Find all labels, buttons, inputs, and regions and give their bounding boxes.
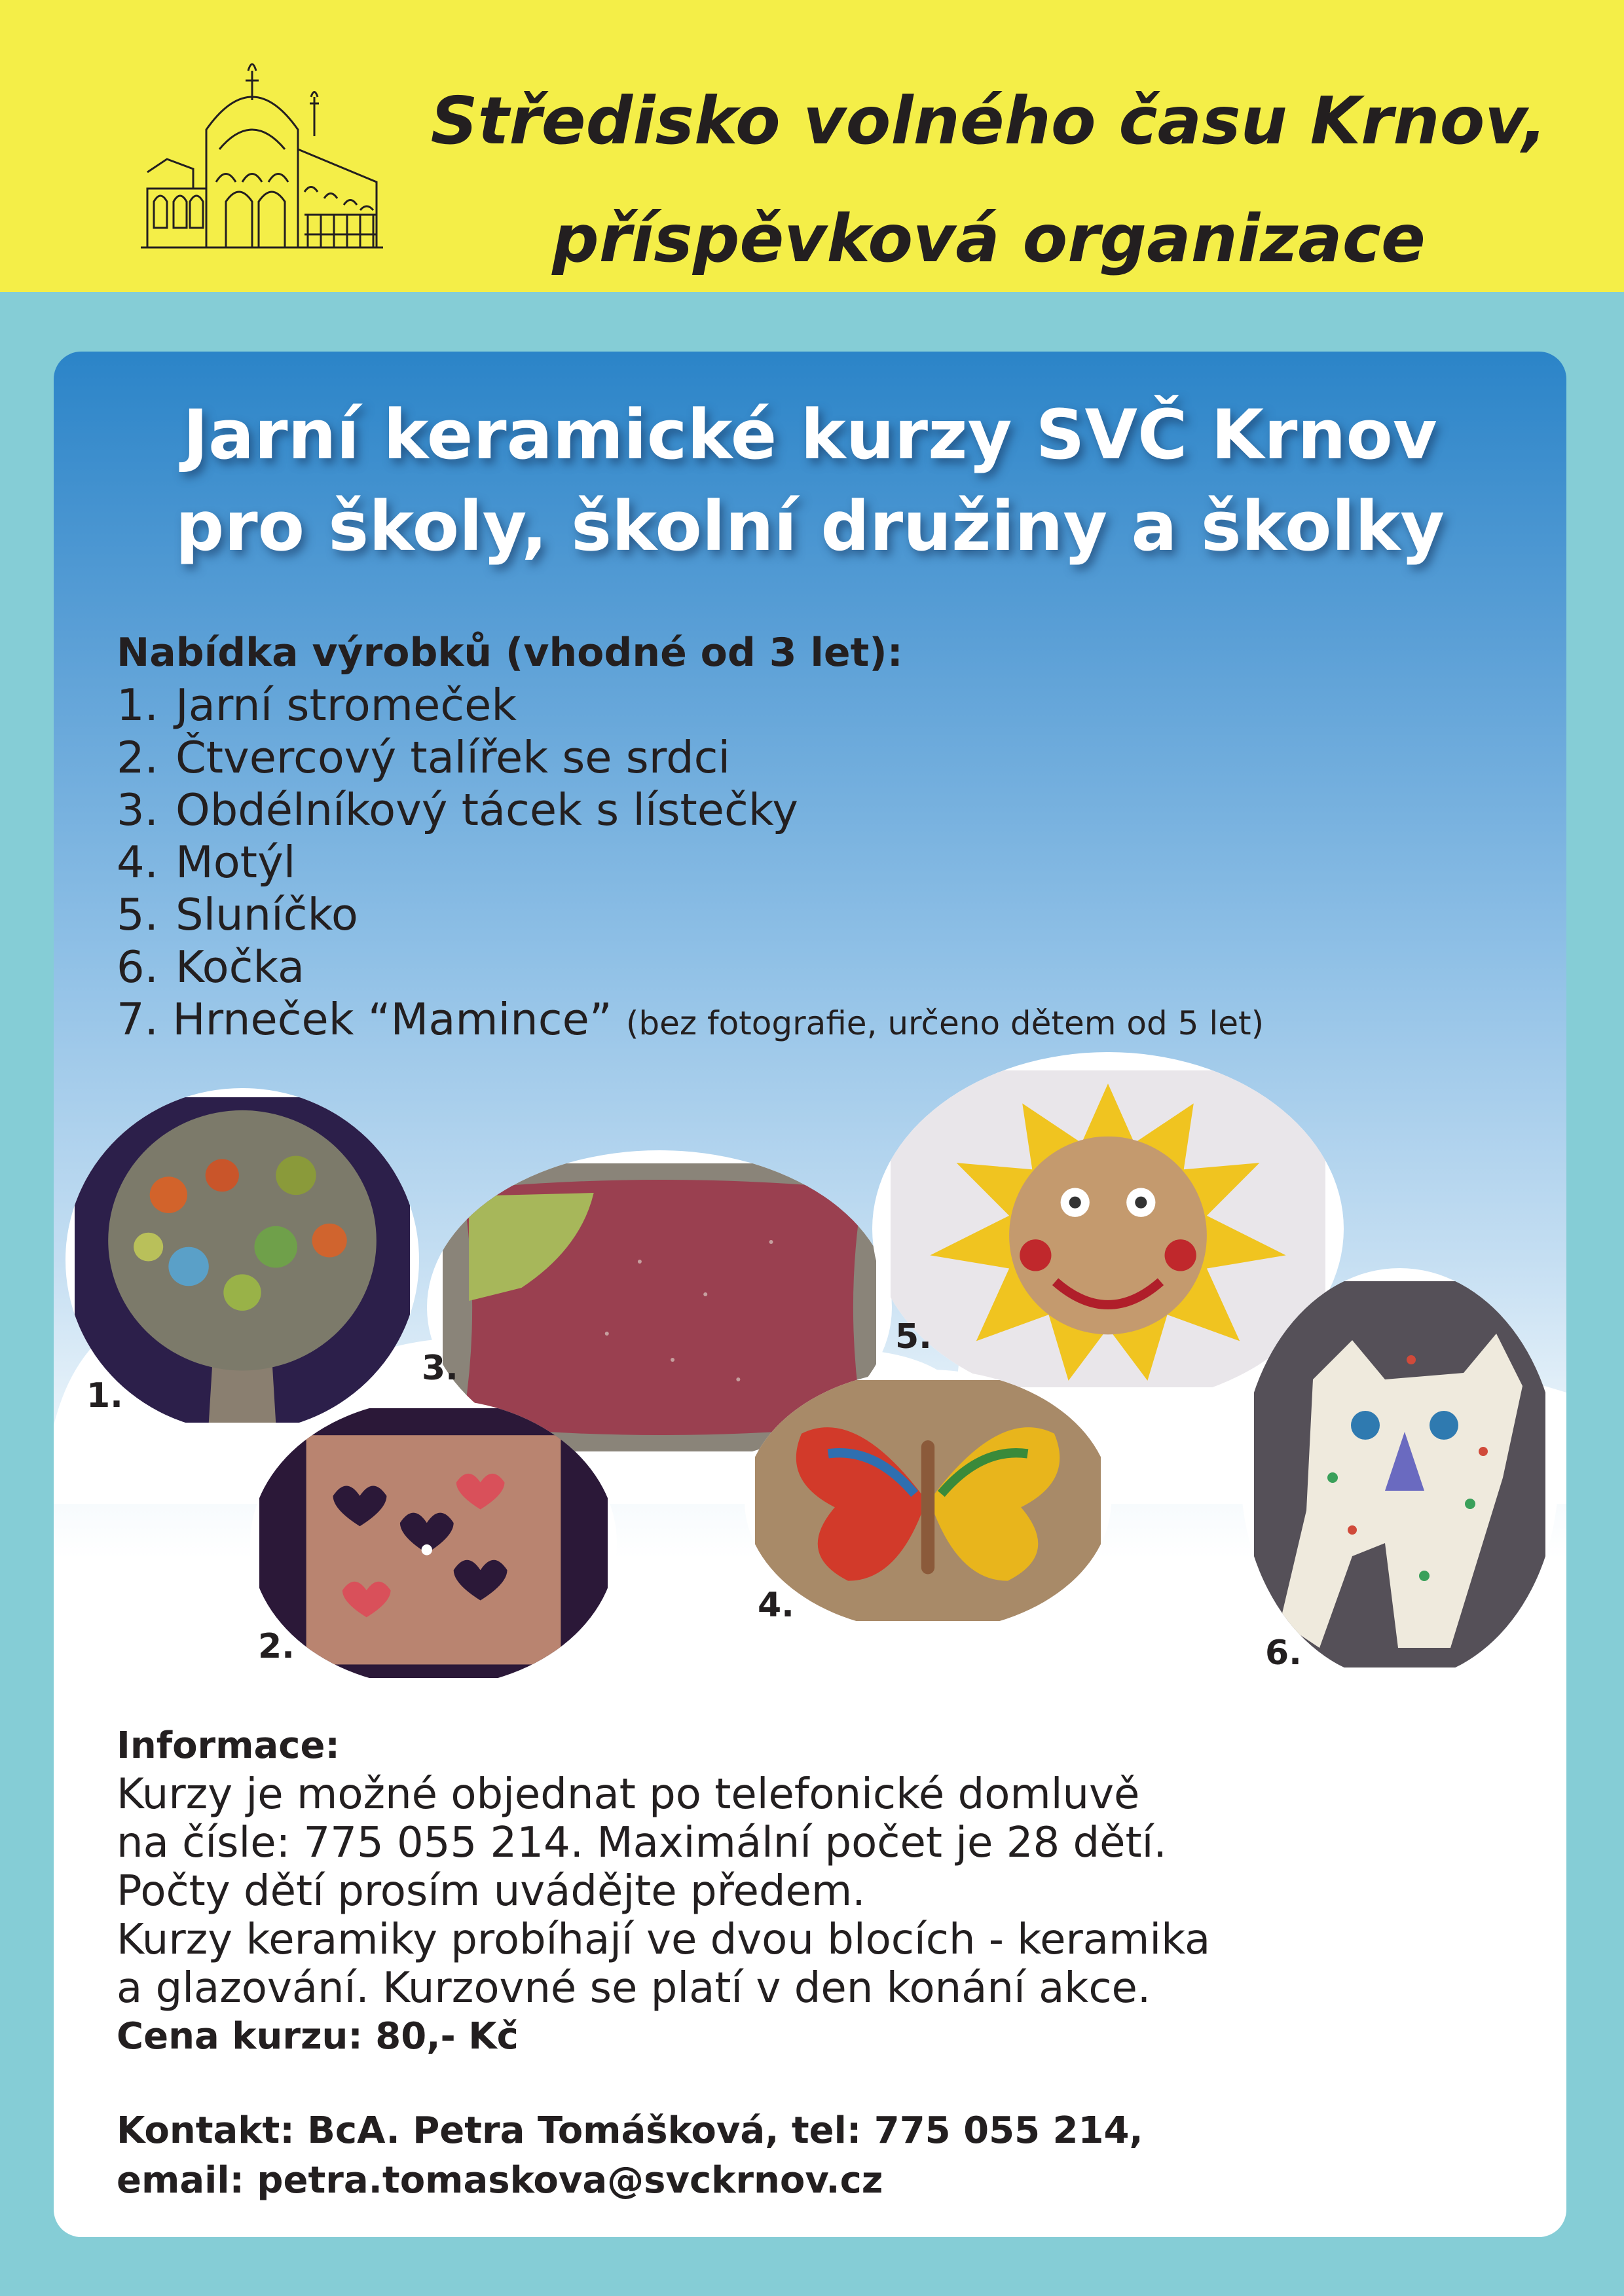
information-section	[117, 1722, 1210, 2061]
offer-item-label: Čtvercový talířek se srdci	[175, 732, 731, 783]
organization-title-line1: Středisko volného času Krnov,	[430, 82, 1547, 159]
photo-hearts-plate	[250, 1399, 617, 1687]
offer-item	[117, 993, 1264, 1049]
offer-item-number: 5.	[117, 889, 158, 940]
hearts-plate-image	[259, 1408, 608, 1678]
offer-item	[117, 784, 1264, 836]
offer-item-label: Motýl	[175, 837, 296, 888]
offer-item-number: 2.	[117, 732, 158, 783]
offer-item-label: Sluníčko	[175, 889, 358, 940]
offer-item	[117, 731, 1264, 784]
offer-item-number: 1.	[117, 680, 158, 731]
offer-item-label: Jarní stromeček	[175, 680, 517, 731]
info-heading: Informace:	[117, 1724, 340, 1767]
contact-email[interactable]: email: petra.tomaskova@svckrnov.cz	[117, 2159, 883, 2202]
offer-item-label: Kočka	[175, 941, 305, 993]
info-line: Počty dětí prosím uvádějte předem.	[117, 1867, 866, 1916]
offer-item-number: 7.	[117, 994, 158, 1045]
header-banner	[0, 0, 1624, 292]
offer-item	[117, 941, 1264, 993]
photo-cat	[1241, 1268, 1559, 1681]
offer-item-number: 4.	[117, 837, 158, 888]
photo-label-5: 5.	[895, 1317, 932, 1357]
photo-label-2: 2.	[258, 1627, 295, 1666]
info-line: Kurzy keramiky probíhají ve dvou blocích - keramika	[117, 1916, 1211, 1964]
contact-section	[117, 2106, 1143, 2206]
photo-label-6: 6.	[1265, 1633, 1302, 1673]
offer-item-number: 3.	[117, 784, 158, 835]
offer-item-number: 6.	[117, 941, 158, 993]
offer-item	[117, 836, 1264, 888]
castle-building-icon	[128, 51, 390, 257]
photo-butterfly	[745, 1370, 1111, 1631]
offer-item-label: Obdélníkový tácek s lístečky	[175, 784, 798, 835]
course-price: Cena kurzu: 80,- Kč	[117, 2015, 519, 2058]
photo-label-3: 3.	[422, 1349, 458, 1388]
tree-image	[75, 1097, 410, 1423]
offer-item-label: Hrneček “Mamince”	[172, 994, 612, 1045]
photo-label-4: 4.	[758, 1586, 794, 1625]
course-title	[54, 389, 1566, 572]
course-title-line1: Jarní keramické kurzy SVČ Krnov	[183, 395, 1437, 475]
organization-title	[380, 62, 1598, 298]
photo-label-1: 1.	[86, 1376, 123, 1415]
contact-phone: Kontakt: BcA. Petra Tomášková, tel: 775 055 214,	[117, 2109, 1143, 2152]
course-title-line2: pro školy, školní družiny a školky	[175, 486, 1445, 566]
offer-item	[117, 679, 1264, 731]
content-card	[54, 352, 1566, 2237]
info-line: a glazování. Kurzovné se platí v den konání akce.	[117, 1964, 1151, 2013]
butterfly-image	[755, 1380, 1101, 1621]
cat-image	[1254, 1281, 1545, 1667]
info-line: na čísle: 775 055 214. Maximální počet je 28 dětí.	[117, 1819, 1167, 1867]
offer-heading: Nabídka výrobků (vhodné od 3 let):	[117, 630, 903, 676]
sun-image	[891, 1070, 1325, 1387]
organization-title-line2: příspěvková organizace	[552, 200, 1426, 277]
offer-item	[117, 888, 1264, 941]
info-line: Kurzy je možné objednat po telefonické domluvě	[117, 1770, 1140, 1819]
product-offer	[117, 627, 1264, 1049]
offer-item-note: (bez fotografie, určeno dětem od 5 let)	[625, 1004, 1264, 1042]
